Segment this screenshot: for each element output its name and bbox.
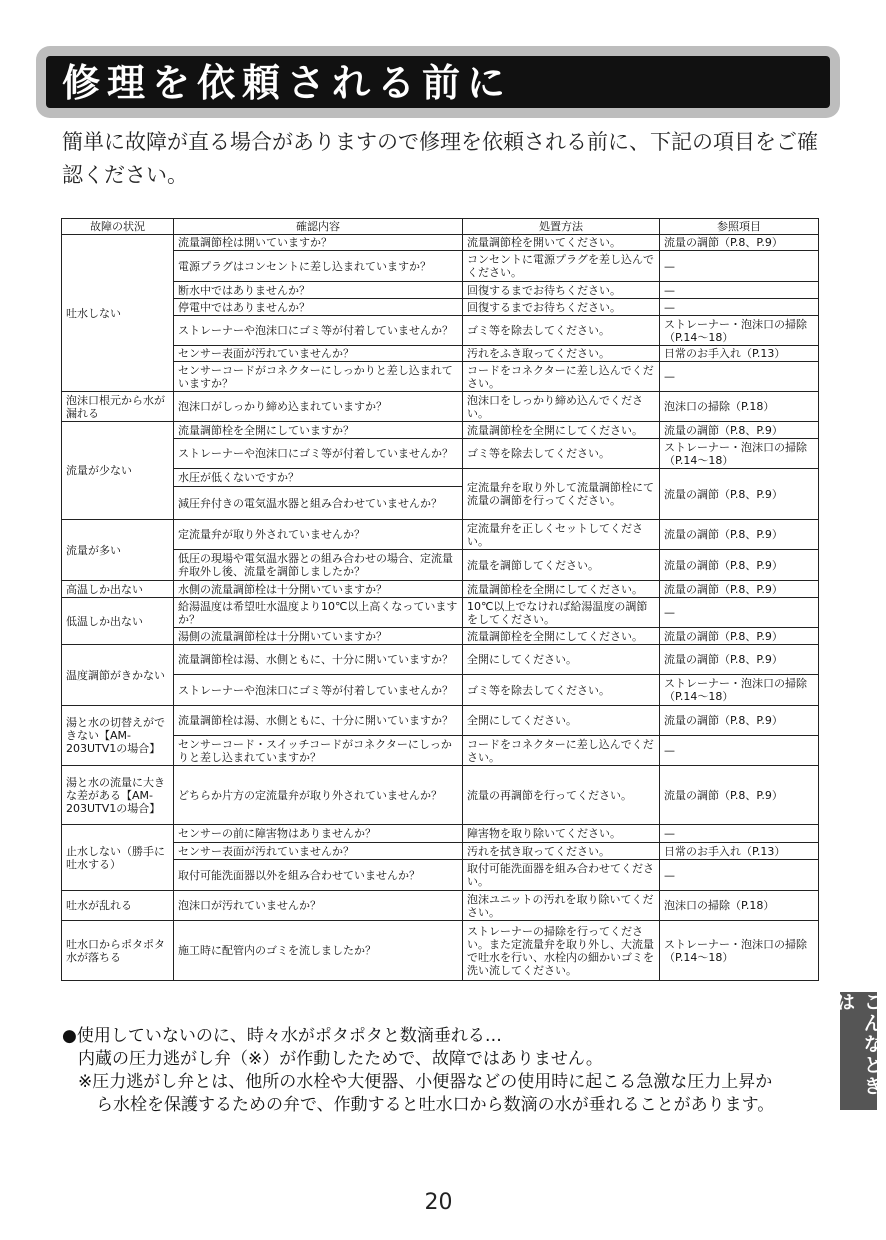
table-row: [62, 422, 819, 439]
table-row: [62, 362, 819, 392]
reference-cell: 流量の調節（P.8、P.9）: [660, 520, 819, 550]
table-row: [62, 825, 819, 843]
table-row: [62, 392, 819, 422]
table-row: [62, 299, 819, 316]
check-cell: 電源プラグはコンセントに差し込まれていますか？: [174, 251, 463, 282]
remedy-cell: ゴミ等を除去してください。: [463, 675, 660, 706]
remedy-cell: 全開にしてください。: [463, 706, 660, 736]
reference-cell: 流量の調節（P.8、P.9）: [660, 235, 819, 251]
note-line: ●使用していないのに、時々水がポタポタと数滴垂れる…: [62, 1026, 502, 1046]
check-cell: センサー表面が汚れていませんか？: [174, 843, 463, 860]
check-cell: 泡沫口が汚れていませんか？: [174, 891, 463, 921]
table-row: [62, 645, 819, 675]
check-cell: どちらか片方の定流量弁が取り外されていませんか？: [174, 766, 463, 825]
table-row: [62, 520, 819, 550]
check-cell: 断水中ではありませんか？: [174, 282, 463, 299]
reference-cell: ストレーナー・泡沫口の掃除（P.14〜18）: [660, 316, 819, 346]
remedy-cell: 汚れをふき取ってください。: [463, 346, 660, 362]
remedy-cell: ゴミ等を除去してください。: [463, 439, 660, 469]
reference-cell: 流量の調節（P.8、P.9）: [660, 422, 819, 439]
remedy-cell: 定流量弁を正しくセットしてください。: [463, 520, 660, 550]
reference-cell: 流量の調節（P.8、P.9）: [660, 706, 819, 736]
reference-cell: 流量の調節（P.8、P.9）: [660, 766, 819, 825]
remedy-cell: 流量調節栓を全開にしてください。: [463, 422, 660, 439]
symptom-cell: 吐水口からポタポタ水が落ちる: [62, 921, 174, 981]
reference-cell: 流量の調節（P.8、P.9）: [660, 645, 819, 675]
table-row: [62, 598, 819, 628]
symptom-cell: 流量が少ない: [62, 422, 174, 520]
table-row: [62, 550, 819, 581]
remedy-cell: 流量の再調節を行ってください。: [463, 766, 660, 825]
table-row: [62, 235, 819, 251]
table-row: [62, 628, 819, 645]
check-cell: 流量調節栓を全開にしていますか？: [174, 422, 463, 439]
check-cell: 施工時に配管内のゴミを流しましたか？: [174, 921, 463, 981]
reference-cell: —: [660, 825, 819, 843]
reference-cell: —: [660, 860, 819, 891]
remedy-cell: コードをコネクターに差し込んでください。: [463, 736, 660, 766]
remedy-cell: 流量調節栓を全開にしてください。: [463, 628, 660, 645]
check-cell: 流量調節栓は湯、水側ともに、十分に開いていますか？: [174, 706, 463, 736]
header-remedy: 処置方法: [463, 219, 660, 235]
table-row: [62, 346, 819, 362]
symptom-cell: 流量が多い: [62, 520, 174, 581]
note-line: 内蔵の圧力逃がし弁（※）が作動したためで、故障ではありません。: [78, 1049, 603, 1069]
reference-cell: —: [660, 736, 819, 766]
check-cell: 取付可能洗面器以外を組み合わせていませんか？: [174, 860, 463, 891]
remedy-cell: 定流量弁を取り外して流量調節栓にて流量の調節を行ってください。: [463, 469, 660, 520]
reference-cell: 日常のお手入れ（P.13）: [660, 346, 819, 362]
remedy-cell: ゴミ等を除去してください。: [463, 316, 660, 346]
reference-cell: 流量の調節（P.8、P.9）: [660, 581, 819, 598]
table-row: [62, 860, 819, 891]
header-reference: 参照項目: [660, 219, 819, 235]
symptom-cell: 湯と水の流量に大きな差がある【AM-203UTV1の場合】: [62, 766, 174, 825]
remedy-cell: 汚れを拭き取ってください。: [463, 843, 660, 860]
check-cell: 低圧の現場や電気温水器との組み合わせの場合、定流量弁取外し後、流量を調節しましたか？: [174, 550, 463, 581]
table-row: [62, 316, 819, 346]
note-line: ※圧力逃がし弁とは、他所の水栓や大便器、小便器などの使用時に起こる急激な圧力上昇か: [78, 1072, 773, 1092]
check-cell: 水圧が低くないですか？: [174, 469, 463, 487]
remedy-cell: 10℃以上でなければ給湯温度の調節をしてください。: [463, 598, 660, 628]
remedy-cell: 流量調節栓を全開にしてください。: [463, 581, 660, 598]
check-cell: ストレーナーや泡沫口にゴミ等が付着していませんか？: [174, 439, 463, 469]
check-cell: ストレーナーや泡沫口にゴミ等が付着していませんか？: [174, 675, 463, 706]
check-cell: 停電中ではありませんか？: [174, 299, 463, 316]
reference-cell: —: [660, 251, 819, 282]
table-row: [62, 706, 819, 736]
check-cell: センサーコードがコネクターにしっかりと差し込まれていますか？: [174, 362, 463, 392]
table-row: [62, 675, 819, 706]
check-cell: 水側の流量調節栓は十分開いていますか？: [174, 581, 463, 598]
check-cell: 湯側の流量調節栓は十分開いていますか？: [174, 628, 463, 645]
reference-cell: ストレーナー・泡沫口の掃除（P.14〜18）: [660, 439, 819, 469]
reference-cell: —: [660, 598, 819, 628]
table-row: [62, 921, 819, 981]
check-cell: 減圧弁付きの電気温水器と組み合わせていませんか？: [174, 487, 463, 520]
table-row: [62, 469, 819, 487]
table-row: [62, 766, 819, 825]
remedy-cell: ストレーナーの掃除を行ってください。また定流量弁を取り外し、大流量で吐水を行い、水栓内の細かいゴミを洗い流してください。: [463, 921, 660, 981]
check-cell: 流量調節栓は開いていますか？: [174, 235, 463, 251]
page-number: 20: [424, 1190, 453, 1215]
reference-cell: ストレーナー・泡沫口の掃除（P.14〜18）: [660, 675, 819, 706]
check-cell: センサーコード・スイッチコードがコネクターにしっかりと差し込まれていますか？: [174, 736, 463, 766]
remedy-cell: コードをコネクターに差し込んでください。: [463, 362, 660, 392]
check-cell: 給湯温度は希望吐水温度より10℃以上高くなっていますか？: [174, 598, 463, 628]
table-row: [62, 251, 819, 282]
remedy-cell: 全開にしてください。: [463, 645, 660, 675]
intro-text: 簡単に故障が直る場合がありますので修理を依頼される前に、下記の項目をご確認ください。: [62, 130, 818, 187]
symptom-cell: 吐水しない: [62, 235, 174, 392]
remedy-cell: 回復するまでお待ちください。: [463, 282, 660, 299]
check-cell: センサー表面が汚れていませんか？: [174, 346, 463, 362]
reference-cell: —: [660, 299, 819, 316]
symptom-cell: 泡沫口根元から水が漏れる: [62, 392, 174, 422]
note-line: ら水栓を保護するための弁で、作動すると吐水口から数滴の水が垂れることがあります。: [96, 1095, 775, 1115]
remedy-cell: 流量調節栓を開いてください。: [463, 235, 660, 251]
symptom-cell: 止水しない（勝手に吐水する）: [62, 825, 174, 891]
table-header-row: [62, 219, 819, 235]
reference-cell: 流量の調節（P.8、P.9）: [660, 550, 819, 581]
symptom-cell: 湯と水の切替えができない【AM-203UTV1の場合】: [62, 706, 174, 766]
remedy-cell: コンセントに電源プラグを差し込んでください。: [463, 251, 660, 282]
table-row: [62, 843, 819, 860]
check-cell: センサーの前に障害物はありませんか？: [174, 825, 463, 843]
check-cell: ストレーナーや泡沫口にゴミ等が付着していませんか？: [174, 316, 463, 346]
check-cell: 流量調節栓は湯、水側ともに、十分に開いていますか？: [174, 645, 463, 675]
symptom-cell: 温度調節がきかない: [62, 645, 174, 706]
remedy-cell: 取付可能洗面器を組み合わせてください。: [463, 860, 660, 891]
reference-cell: ストレーナー・泡沫口の掃除（P.14〜18）: [660, 921, 819, 981]
header-symptom: 故障の状況: [62, 219, 174, 235]
notes-section: [62, 1025, 832, 1117]
header-check: 確認内容: [174, 219, 463, 235]
reference-cell: 泡沫口の掃除（P.18）: [660, 891, 819, 921]
troubleshooting-table: [61, 218, 819, 981]
reference-cell: —: [660, 282, 819, 299]
table-row: [62, 282, 819, 299]
reference-cell: 日常のお手入れ（P.13）: [660, 843, 819, 860]
page-title: 修理を依頼される前に: [62, 61, 513, 105]
symptom-cell: 低温しか出ない: [62, 598, 174, 645]
remedy-cell: 流量を調節してください。: [463, 550, 660, 581]
remedy-cell: 障害物を取り除いてください。: [463, 825, 660, 843]
symptom-cell: 吐水が乱れる: [62, 891, 174, 921]
remedy-cell: 泡沫ユニットの汚れを取り除いてください。: [463, 891, 660, 921]
remedy-cell: 泡沫口をしっかり締め込んでください。: [463, 392, 660, 422]
symptom-cell: 高温しか出ない: [62, 581, 174, 598]
table-row: [62, 736, 819, 766]
reference-cell: —: [660, 362, 819, 392]
section-side-tab: こんなときは: [840, 992, 877, 1110]
reference-cell: 泡沫口の掃除（P.18）: [660, 392, 819, 422]
table-row: [62, 581, 819, 598]
check-cell: 定流量弁が取り外されていませんか？: [174, 520, 463, 550]
table-row: [62, 891, 819, 921]
check-cell: 泡沫口がしっかり締め込まれていますか？: [174, 392, 463, 422]
table-row: [62, 439, 819, 469]
reference-cell: 流量の調節（P.8、P.9）: [660, 469, 819, 520]
remedy-cell: 回復するまでお待ちください。: [463, 299, 660, 316]
reference-cell: 流量の調節（P.8、P.9）: [660, 628, 819, 645]
